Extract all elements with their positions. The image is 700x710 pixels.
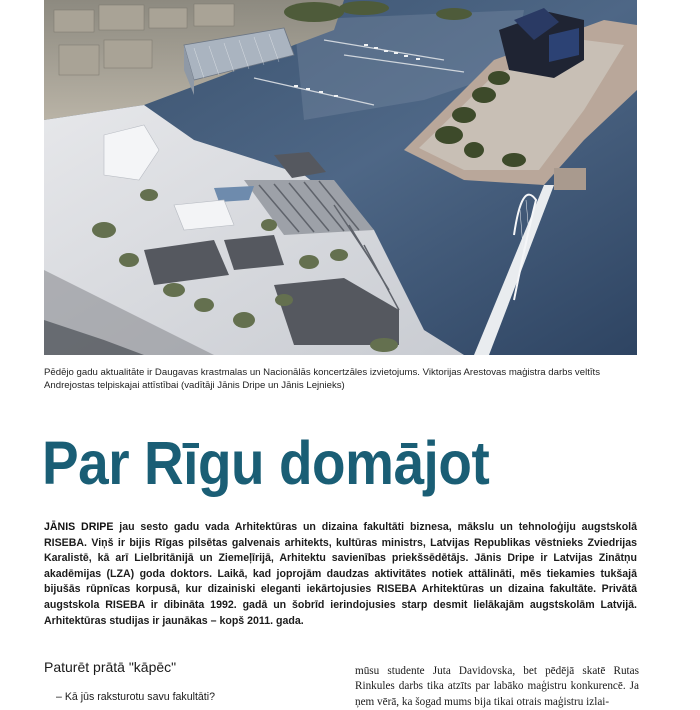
lead-paragraph	[44, 520, 637, 629]
lead-text: jau sesto gadu vada Arhitektūras un dizaina fakultāti biznesa, mākslu un tehnoloģiju augstskolā RISEBA. Viņš ir bijis Rīgas pilsētas galvenais arhitekts, kultūras ministrs, Latvijas Republikas vēstnieks Zviedrijas Karalistē, kā arī Lielbritānijā un Ziemeļīrijā, Arhitektu savienības priekšsēdētājs. Jānis Dripe ir Latvijas Zinātņu akadēmijas (LZA) goda doktors. Laikā, kad joprojām daudzas aktivitātes notiek attālināti, mēs tiekamies tukšajā bijušās rūpnīcas korpusā, kur dizainiski eleganti iekārtojusies RISEBA Arhitektūras un dizaina fakultāte. Privātā augstskola RISEBA ir dibināta 1992. gadā un šobrīd ierindojusies starp desmit lielākajām augstskolām Latvijā. Arhitektūras studijas ir jaunākas – kopš 2011. gada.	[44, 521, 638, 627]
article-title: Par Rīgu domājot	[42, 429, 490, 497]
hero-image	[44, 0, 637, 355]
architecture-render-illustration	[44, 0, 637, 355]
body-column-right: mūsu studente Juta Davidovska, bet pēdējā skatē Rutas Rinkules darbs tika atzīts par labāko maģistru konkurencē. Ja ņem vērā, ka šogad mums bija tikai otrais maģistru izlai-	[355, 665, 639, 708]
image-caption: Pēdējo gadu aktualitāte ir Daugavas krastmalas un Nacionālās koncertzāles izvietojums. Viktorijas Arestovas maģistra darbs veltīts Andrejostas telpiskajai attīstībai (vadītāji Jānis Dripe un Jānis Lejnieks)	[44, 367, 600, 391]
interview-question: – Kā jūs raksturotu savu fakultāti?	[56, 691, 215, 703]
section-subheading: Paturēt prātā "kāpēc"	[44, 659, 177, 675]
author-name: JĀNIS DRIPE	[44, 521, 114, 533]
